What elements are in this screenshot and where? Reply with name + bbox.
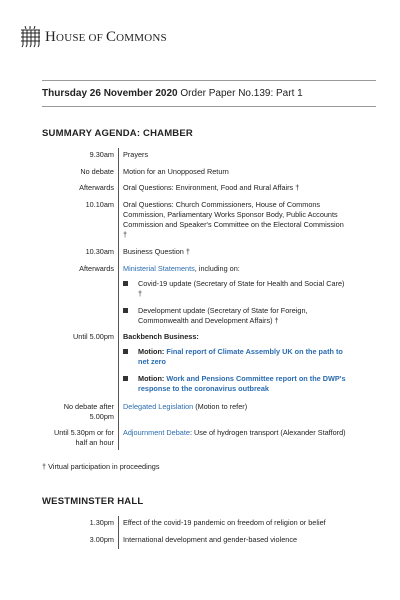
order-paper-title xyxy=(42,88,303,99)
chamber-agenda xyxy=(42,148,376,453)
agenda-time: 10.10am xyxy=(85,200,114,209)
westminster-heading: WESTMINSTER HALL xyxy=(42,496,144,507)
agenda-time: 10.30am xyxy=(85,247,114,256)
oral-questions-efra-link[interactable]: Oral Questions: Environment, Food and Rural Affairs † xyxy=(123,183,300,192)
agenda-item: International development and gender-based violence xyxy=(123,535,298,544)
agenda-time: Until 5.00pm xyxy=(73,332,114,341)
motion-label: Motion: xyxy=(138,374,167,383)
agenda-time: Afterwards xyxy=(79,183,114,192)
agenda-time: No debate xyxy=(80,167,114,176)
house-title-h: H xyxy=(45,28,57,45)
agenda-time-line: half an hour xyxy=(75,438,114,447)
house-title-c: C xyxy=(105,28,117,45)
dwp-motion-link[interactable]: Work and Pensions Committee report on the DWP's response to the coronavirus outbreak xyxy=(138,374,346,393)
square-bullet-icon xyxy=(123,281,128,286)
motion-unopposed-return-link[interactable]: Motion for an Unopposed Return xyxy=(123,167,229,176)
square-bullet-icon xyxy=(123,308,128,313)
adjournment-debate-link[interactable]: Adjournment Debate xyxy=(123,428,190,437)
agenda-divider xyxy=(118,148,119,450)
agenda-item: Effect of the covid-19 pandemic on freedom of religion or belief xyxy=(123,518,326,527)
agenda-time-line: 5.00pm xyxy=(89,412,114,421)
agenda-time: 3.00pm xyxy=(89,535,114,544)
agenda-item: Prayers xyxy=(123,150,149,159)
title-rule-bottom xyxy=(42,106,376,107)
statement-item: Development update (Secretary of State for Foreign, Commonwealth and Development Affairs) † xyxy=(138,306,308,325)
agenda-time-line: No debate after xyxy=(63,402,114,411)
agenda-item-rest: : Use of hydrogen transport (Alexander Stafford) xyxy=(189,428,346,437)
title-rule-top xyxy=(42,80,376,81)
order-paper-date: Thursday 26 November 2020 xyxy=(42,88,178,99)
oral-questions-church-link[interactable]: Oral Questions: Church Commissioners, House of Commons Commission, Parliamentary Works Sponsor Body, Public Accounts Commission and Speaker's Committee on the Electoral Commission † xyxy=(123,200,344,239)
climate-assembly-motion-link[interactable]: Final report of Climate Assembly UK on the path to net zero xyxy=(138,347,343,366)
agenda-time: 9.30am xyxy=(89,150,114,159)
chamber-heading: SUMMARY AGENDA: CHAMBER xyxy=(42,128,193,139)
footnote: † Virtual participation in proceedings xyxy=(42,462,160,471)
business-question-link[interactable]: Business Question † xyxy=(123,247,190,256)
delegated-legislation-link[interactable]: Delegated Legislation xyxy=(123,402,194,411)
house-header xyxy=(20,26,167,48)
house-title xyxy=(45,29,167,46)
statement-item: Covid-19 update (Secretary of State for Health and Social Care) † xyxy=(138,279,345,298)
ministerial-statements-link[interactable]: Ministerial Statements xyxy=(123,264,195,273)
house-title-end: OMMONS xyxy=(116,31,167,44)
order-paper-number: Order Paper No.139: Part 1 xyxy=(177,88,303,99)
square-bullet-icon xyxy=(123,349,128,354)
house-title-rest: OUSE OF xyxy=(56,31,106,44)
agenda-time xyxy=(42,428,114,448)
agenda-time-line: Until 5.30pm or for xyxy=(53,428,114,437)
square-bullet-icon xyxy=(123,376,128,381)
agenda-time xyxy=(42,402,114,422)
portcullis-icon xyxy=(20,26,40,48)
motion-label: Motion: xyxy=(138,347,167,356)
agenda-time: 1.30pm xyxy=(89,518,114,527)
agenda-divider xyxy=(118,516,119,549)
agenda-item-rest: , including on: xyxy=(194,264,240,273)
agenda-item-rest: (Motion to refer) xyxy=(193,402,248,411)
westminster-agenda xyxy=(42,516,376,550)
backbench-business-label: Backbench Business: xyxy=(123,332,199,341)
agenda-time: Afterwards xyxy=(79,264,114,273)
